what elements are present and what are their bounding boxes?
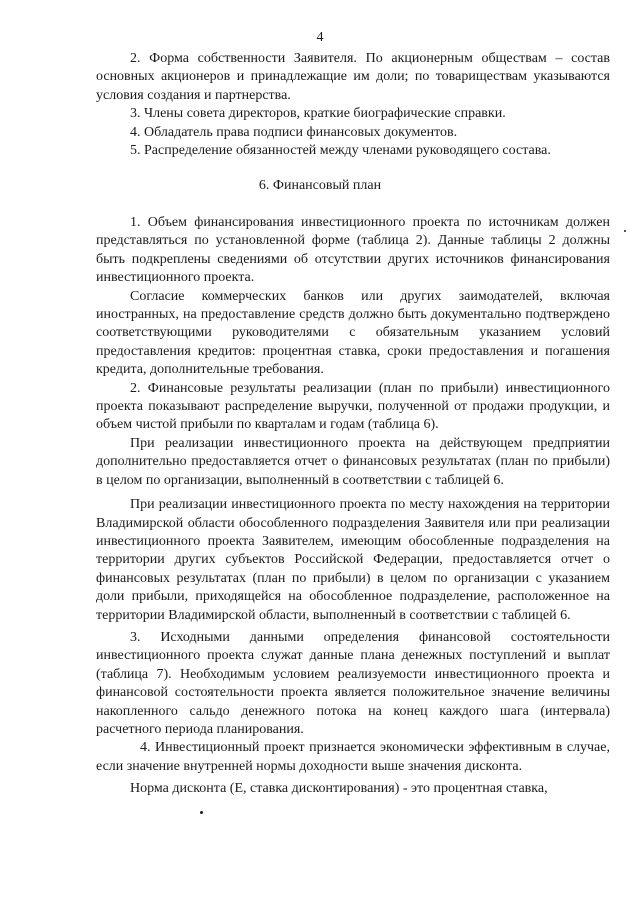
paragraph: 2. Финансовые результаты реализации (план по прибыли) инвестиционного проекта показывают распределение выручки, полученной от продажи продукции, и объем чистой прибыли по кварталам и годам (таблица 6). <box>96 380 610 433</box>
list-section <box>96 50 610 160</box>
paragraph: 3. Исходными данными определения финансовой состоятельности инвестиционного проекта служат данные плана денежных поступлений и выплат (таблица 7). Необходимым условием реализуемости инвестиционного проекта и финансовой состоятельности проекта является положительное значение величины накопленного сальдо денежного потока на конец каждого шага (интервала) расчетного периода планирования. <box>96 629 610 737</box>
paragraph: Согласие коммерческих банков или других заимодателей, включая иностранных, на предоставление средств должно быть документально подтверждено соответствующими руководителями с обязательным указанием условий предоставления кредитов: процентная ставка, сроки предоставления и погашения кредита, дополнительные требования. <box>96 288 610 378</box>
page-number: 4 <box>316 30 324 45</box>
paragraph: Норма дисконта (Е, ставка дисконтирования) - это процентная ставка, <box>130 781 548 797</box>
body-section <box>96 214 610 799</box>
list-item: 4. Обладатель права подписи финансовых документов. <box>130 124 458 140</box>
list-item: 2. Форма собственности Заявителя. По акционерным обществам – состав основных акционеров и принадлежащие им доли; по товариществам указываются условия создания и партнерства. <box>96 51 610 103</box>
scan-speck <box>200 811 203 814</box>
section-heading: 6. Финансовый план <box>258 178 382 193</box>
list-item: 3. Члены совета директоров, краткие биографические справки. <box>130 106 506 122</box>
scan-speck <box>624 230 626 232</box>
paragraph: 4. Инвестиционный проект признается экономически эффективным в случае, если значение внутренней нормы доходности выше значения дисконта. <box>96 740 610 774</box>
paragraph: При реализации инвестиционного проекта по месту нахождения на территории Владимирской области обособленного подразделения Заявителя или при реализации инвестиционного проекта Заявителем, имеющим обособленные подразделения на территории других субъектов Российской Федерации, предоставляется отчет о финансовых результатах (план по прибыли) в целом по организации с указанием доли прибыли, приходящейся на обособленное подразделение, расположенное на территории Владимирской области, выполненный в соответствии с таблицей 6. <box>96 497 610 623</box>
list-item: 5. Распределение обязанностей между членами руководящего состава. <box>130 143 551 159</box>
paragraph: При реализации инвестиционного проекта на действующем предприятии дополнительно предоставляется отчет о финансовых результатах (план по прибыли) в целом по организации, выполненный в соответствии с таблицей 6. <box>96 435 610 488</box>
paragraph: 1. Объем финансирования инвестиционного проекта по источникам должен представляться по установленной форме (таблица 2). Данные таблицы 2 должны быть подкреплены сведениями об отсутствии других источников финансирования инвестиционного проекта. <box>96 215 610 286</box>
